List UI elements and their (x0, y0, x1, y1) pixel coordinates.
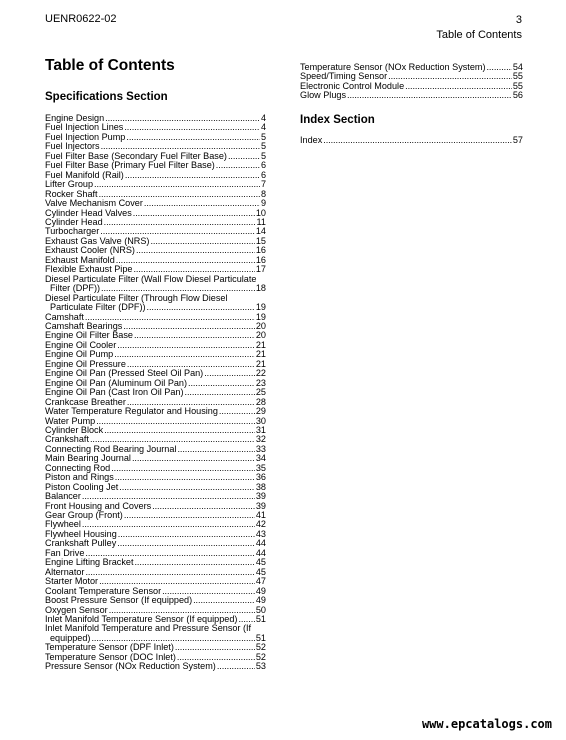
toc-entry-page: 21 (255, 358, 266, 369)
toc-entry-title: Starter Motor (45, 576, 99, 587)
dot-leader (85, 568, 254, 577)
dot-leader (177, 445, 254, 454)
dot-leader (217, 662, 255, 671)
toc-entry-title: Water Pump (45, 415, 96, 426)
dot-leader (132, 454, 255, 463)
toc-entry-page: 57 (512, 135, 523, 145)
toc-entry-title: Connecting Rod Bearing Journal (45, 443, 177, 454)
toc-entry-page: 16 (255, 254, 266, 265)
toc-entry-page: 42 (255, 519, 266, 530)
toc-entry-title: Camshaft Bearings (45, 320, 123, 331)
dot-leader (117, 539, 255, 548)
dot-leader (124, 511, 255, 520)
dot-leader (104, 218, 256, 227)
toc-entry-title: Alternator (45, 566, 85, 577)
toc-entry-page: 5 (260, 131, 266, 142)
toc-entry-page: 4 (260, 113, 266, 123)
dot-leader (147, 303, 255, 312)
dot-leader (124, 123, 260, 132)
dot-leader (114, 350, 255, 359)
toc-entry-page: 6 (260, 160, 266, 171)
toc-entry-title: Electronic Control Module (300, 80, 405, 91)
toc-entry[interactable] (45, 662, 266, 671)
toc-entry-page: 36 (255, 472, 266, 483)
toc-entry-title: Pressure Sensor (NOx Reduction System) (45, 661, 216, 672)
dot-leader (111, 464, 255, 473)
dot-leader (193, 596, 255, 605)
toc-entry-page: 14 (255, 226, 266, 237)
toc-entry-title: Engine Oil Pan (Cast Iron Oil Pan) (45, 387, 184, 398)
toc-entry-page: 50 (255, 604, 266, 615)
toc-entry-title: Crankshaft Pulley (45, 538, 117, 549)
toc-entry-title: Temperature Sensor (NOx Reduction System) (300, 62, 486, 72)
toc-entry-title: Diesel Particulate Filter (Through Flow Diesel (45, 292, 228, 303)
toc-entry-page: 5 (260, 141, 266, 152)
toc-entry-page: 19 (255, 311, 266, 322)
dot-leader (123, 322, 255, 331)
toc-entry[interactable] (45, 275, 266, 294)
toc-entry-title: Turbocharger (45, 226, 100, 237)
toc-entry-title: Crankshaft (45, 434, 89, 445)
toc-entry-page: 21 (255, 339, 266, 350)
section-label: Table of Contents (436, 29, 522, 41)
toc-entry[interactable] (300, 136, 523, 145)
toc-entry-page: 45 (255, 557, 266, 568)
specifications-section-heading: Specifications Section (45, 91, 168, 103)
dot-leader (219, 407, 255, 416)
toc-entry-page: 17 (255, 264, 266, 275)
dot-leader (105, 114, 260, 123)
toc-entry-page: 41 (255, 510, 266, 521)
toc-entry-page: 11 (256, 216, 266, 227)
toc-entry-page: 22 (255, 368, 266, 379)
toc-entry-page: 52 (255, 642, 266, 653)
toc-entry-title: Temperature Sensor (DPF Inlet) (45, 642, 174, 653)
toc-entry-page: 10 (255, 207, 266, 218)
toc-entry-page: 25 (255, 387, 266, 398)
toc-entry-title: Engine Oil Pan (Pressed Steel Oil Pan) (45, 368, 204, 379)
toc-entry-page: 45 (255, 566, 266, 577)
dot-leader (152, 502, 255, 511)
page-header (436, 13, 522, 43)
toc-entry-title: Fuel Injection Lines (45, 122, 124, 133)
toc-entry-title: Inlet Manifold Temperature and Pressure Sensor (If (45, 623, 252, 634)
toc-entry-title: Inlet Manifold Temperature Sensor (If equipped) (45, 614, 238, 625)
toc-entry-page: 30 (255, 415, 266, 426)
page-number: 3 (515, 14, 522, 26)
toc-entry-title: Cylinder Block (45, 424, 104, 435)
toc-entry-page: 19 (255, 302, 266, 313)
toc-entry-title: Engine Oil Filter Base (45, 330, 133, 341)
toc-entry-title: Index (300, 135, 323, 145)
toc-entry-page: 51 (255, 632, 266, 643)
toc-entry[interactable] (45, 624, 266, 643)
toc-entry-title: Fuel Filter Base (Primary Fuel Filter Base) (45, 160, 215, 171)
toc-entry-title: Water Temperature Regulator and Housing (45, 406, 218, 417)
dot-leader (323, 136, 512, 145)
dot-leader (119, 483, 255, 492)
dot-leader (347, 91, 512, 100)
toc-entry-page: 32 (255, 434, 266, 445)
toc-entry-title: Engine Design (45, 113, 105, 123)
dot-leader (175, 643, 255, 652)
page-title: Table of Contents (45, 57, 175, 74)
toc-entry-title: Exhaust Gas Valve (NRS) (45, 235, 150, 246)
toc-entry-page: 39 (255, 491, 266, 502)
toc-entry-title-continued: Filter (DPF)) (50, 283, 101, 294)
toc-entry-title: Flywheel (45, 519, 81, 530)
toc-entry-title: Main Bearing Journal (45, 453, 131, 464)
toc-entry-page: 51 (255, 614, 266, 625)
toc-entry-page: 54 (512, 62, 523, 72)
toc-entry-title: Cylinder Head (45, 216, 103, 227)
toc-entry-page: 34 (255, 453, 266, 464)
toc-entry-page: 5 (260, 150, 266, 161)
toc-entry-page: 20 (255, 330, 266, 341)
toc-entry-title: Speed/Timing Sensor (300, 71, 388, 82)
toc-entry-page: 4 (260, 122, 266, 133)
toc-entry-title: Boost Pressure Sensor (If equipped) (45, 595, 193, 606)
toc-entry-page: 33 (255, 443, 266, 454)
toc-entry-title: Crankcase Breather (45, 396, 126, 407)
toc-entry-page: 18 (255, 283, 266, 294)
dot-leader (150, 237, 254, 246)
toc-entry-title: Piston and Rings (45, 472, 114, 483)
toc-entry-page: 49 (255, 595, 266, 606)
toc-entry-title: Piston Cooling Jet (45, 481, 119, 492)
dot-leader (388, 72, 512, 81)
toc-entry-page: 49 (255, 585, 266, 596)
toc-entry-page: 23 (255, 377, 266, 388)
toc-entry-title: Coolant Temperature Sensor (45, 585, 162, 596)
dot-leader (116, 256, 255, 265)
toc-entry-page: 31 (255, 424, 266, 435)
toc-entry-title: Oxygen Sensor (45, 604, 108, 615)
dot-leader (136, 246, 255, 255)
toc-entry-title: Engine Oil Pump (45, 349, 114, 360)
toc-entry-title: Engine Oil Pan (Aluminum Oil Pan) (45, 377, 188, 388)
toc-entry-title: Fuel Filter Base (Secondary Fuel Filter Base) (45, 150, 227, 161)
index-toc-list (300, 136, 523, 145)
document-id: UENR0622-02 (45, 13, 117, 25)
dot-leader (405, 82, 512, 91)
toc-entry-title: Balancer (45, 491, 81, 502)
toc-entry-page: 56 (512, 90, 523, 101)
toc-entry-page: 15 (255, 235, 266, 246)
toc-entry-page: 6 (260, 169, 266, 180)
toc-entry-title: Front Housing and Covers (45, 500, 152, 511)
toc-entry-page: 55 (512, 71, 523, 82)
dot-leader (133, 209, 255, 218)
specifications-toc-list (45, 114, 266, 672)
toc-entry-title: Exhaust Manifold (45, 254, 115, 265)
toc-entry-title: Fuel Injection Pump (45, 131, 126, 142)
dot-leader (115, 473, 255, 482)
toc-entry-page: 47 (255, 576, 266, 587)
watermark: www.epcatalogs.com (421, 717, 552, 731)
toc-entry-page: 52 (255, 651, 266, 662)
toc-entry-title: Camshaft (45, 311, 84, 322)
toc-entry-title: Engine Oil Pressure (45, 358, 126, 369)
dot-leader (94, 180, 260, 189)
dot-leader (96, 417, 255, 426)
toc-entry-page: 44 (255, 538, 266, 549)
toc-entry-page: 16 (255, 245, 266, 256)
toc-entry-title: Fuel Manifold (Rail) (45, 169, 124, 180)
toc-entry-page: 44 (255, 547, 266, 558)
toc-entry-title: Cylinder Head Valves (45, 207, 132, 218)
toc-entry-page: 21 (255, 349, 266, 360)
toc-entry-title: Glow Plugs (300, 90, 346, 101)
dot-leader (134, 331, 255, 340)
toc-entry-page: 28 (255, 396, 266, 407)
toc-entry-title: Valve Mechanism Cover (45, 198, 143, 209)
toc-entry-page: 20 (255, 320, 266, 331)
toc-entry-page: 9 (260, 198, 266, 209)
toc-entry-title: Fan Drive (45, 547, 85, 558)
dot-leader (185, 388, 255, 397)
toc-entry-page: 7 (260, 179, 266, 190)
toc-entry[interactable] (300, 91, 523, 100)
dot-leader (486, 63, 511, 72)
toc-entry-title: Fuel Injectors (45, 141, 100, 152)
toc-entry-title: Gear Group (Front) (45, 510, 123, 521)
dot-leader (104, 426, 255, 435)
toc-entry-title: Connecting Rod (45, 462, 111, 473)
toc-entry-title: Rocker Shaft (45, 188, 98, 199)
dot-leader (125, 171, 260, 180)
toc-entry-page: 35 (255, 462, 266, 473)
index-section-heading: Index Section (300, 114, 375, 126)
toc-entry-page: 39 (255, 500, 266, 511)
toc-entry-title: Temperature Sensor (DOC Inlet) (45, 651, 176, 662)
toc-entry[interactable] (45, 294, 266, 313)
dot-leader (134, 558, 254, 567)
specifications-toc-continued-list (300, 63, 523, 101)
toc-entry-page: 29 (255, 406, 266, 417)
toc-entry-title: Diesel Particulate Filter (Wall Flow Diesel Particulate (45, 273, 257, 284)
toc-entry-title: Flexible Exhaust Pipe (45, 264, 133, 275)
toc-entry-page: 8 (260, 188, 266, 199)
toc-entry-title: Engine Lifting Bracket (45, 557, 134, 568)
toc-entry-title: Flywheel Housing (45, 528, 117, 539)
dot-leader (117, 341, 255, 350)
dot-leader (118, 530, 255, 539)
toc-entry-title-continued: Particulate Filter (DPF)) (50, 302, 146, 313)
toc-entry-page: 38 (255, 481, 266, 492)
toc-entry-page: 55 (512, 80, 523, 91)
toc-entry-page: 53 (255, 661, 266, 672)
toc-entry-title: Lifter Group (45, 179, 94, 190)
dot-leader (216, 161, 260, 170)
toc-entry-title: Exhaust Cooler (NRS) (45, 245, 135, 256)
dot-leader (126, 133, 260, 142)
dot-leader (188, 379, 255, 388)
dot-leader (228, 152, 260, 161)
dot-leader (144, 199, 260, 208)
dot-leader (204, 369, 255, 378)
toc-entry-title-continued: equipped) (50, 632, 91, 643)
toc-entry-page: 43 (255, 528, 266, 539)
toc-entry-title: Engine Oil Cooler (45, 339, 117, 350)
